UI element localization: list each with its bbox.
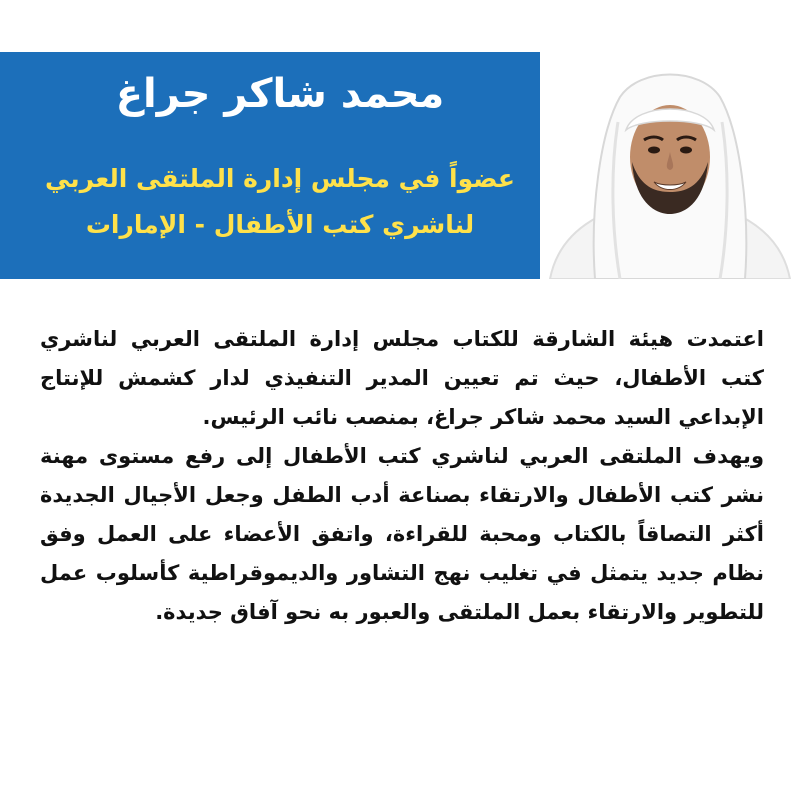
role-line-1: عضواً في مجلس إدارة الملتقى العربي xyxy=(44,164,515,193)
article-paragraph-1: اعتمدت هيئة الشارقة للكتاب مجلس إدارة الملتقى العربي لناشري كتب الأطفال، حيث تم تعيين المدير التنفيذي لدار كشمش للإنتاج الإبداعي السيد محمد شاكر جراغ، بمنصب نائب الرئيس. xyxy=(40,327,764,429)
header-text xyxy=(20,52,540,279)
role-line-2: لناشري كتب الأطفال - الإمارات xyxy=(85,210,475,239)
article-body xyxy=(40,320,764,632)
header-banner xyxy=(0,52,800,279)
person-name: محمد شاكر جراغ xyxy=(115,71,445,117)
portrait-photo xyxy=(540,52,800,279)
article-paragraph-2: ويهدف الملتقى العربي لناشري كتب الأطفال إلى رفع مستوى مهنة نشر كتب الأطفال والارتقاء بصناعة أدب الطفل وجعل الأجيال الجديدة أكثر التصاقاً بالكتاب ومحبة للقراءة، واتفق الأعضاء على العمل وفق نظام جديد يتمثل في تغليب نهج التشاور والديموقراطية كأسلوب عمل للتطوير والارتقاء بعمل الملتقى والعبور به نحو آفاق جديدة. xyxy=(40,444,764,624)
